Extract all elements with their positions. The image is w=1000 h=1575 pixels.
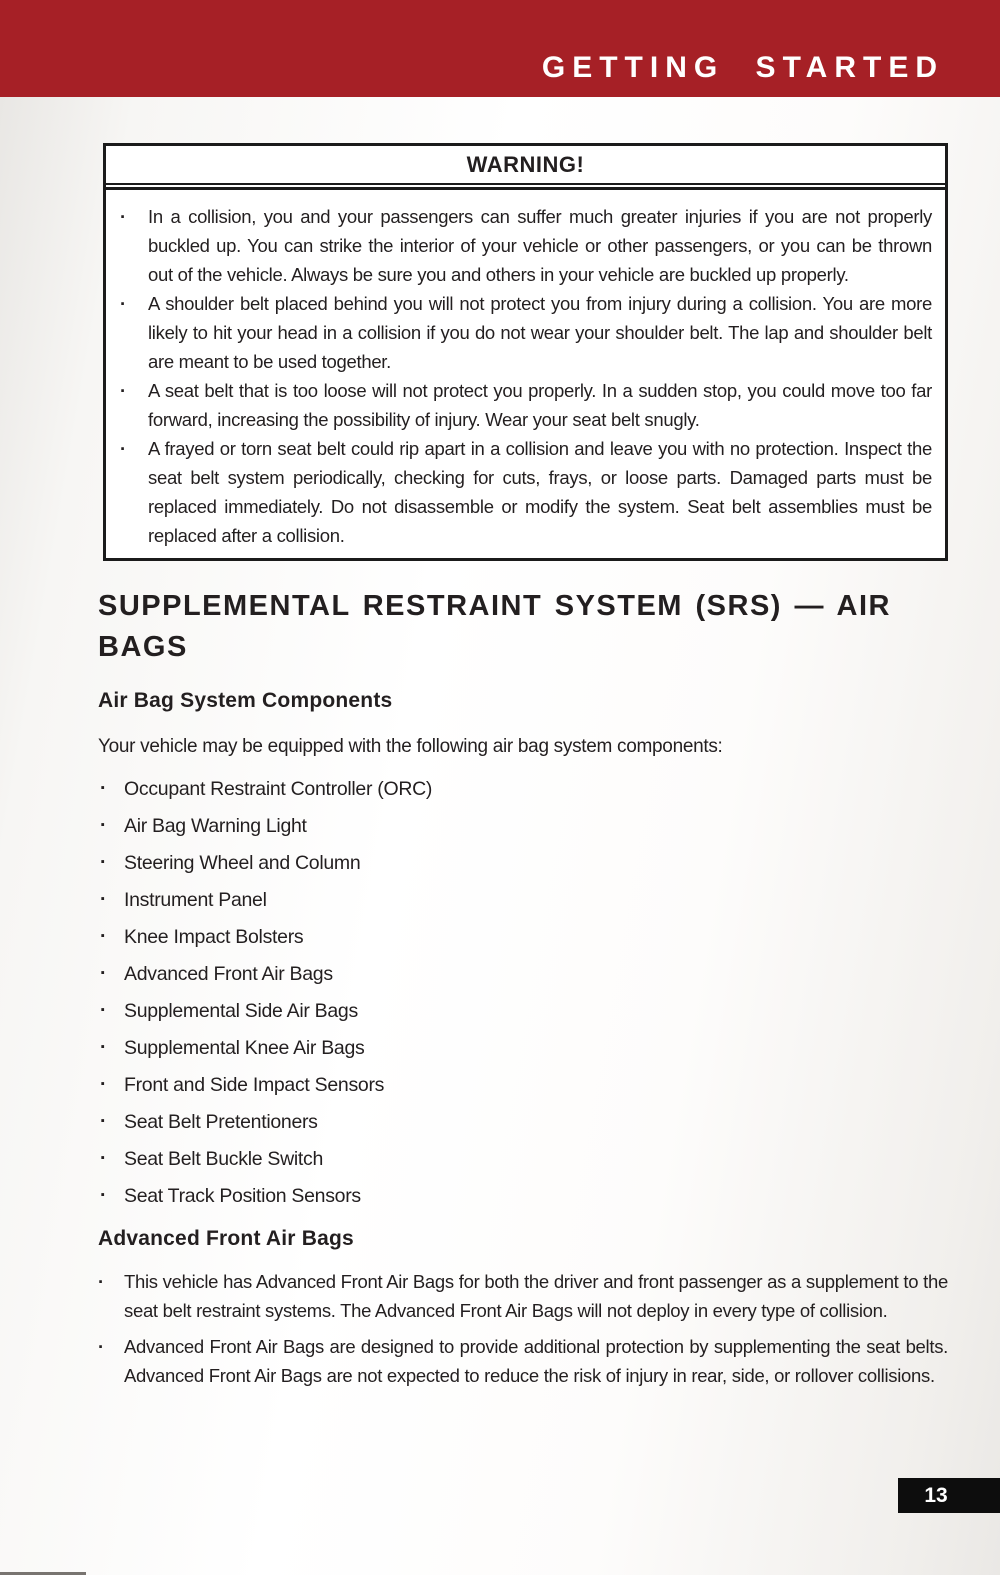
list-item: · Seat Belt Buckle Switch [98,1148,948,1170]
list-item: · Supplemental Knee Air Bags [98,1037,948,1059]
list-item: · Seat Belt Pretentioners [98,1111,948,1133]
list-item: · Air Bag Warning Light [98,815,948,837]
list-item: · Advanced Front Air Bags are designed to provide additional protection by supplementing the seat belts. Advanced Front Air Bags are not expected to reduce the risk of injury in rear, side, or rollover collisions. [98,1332,948,1390]
page-header-title: GETTING STARTED [541,51,944,84]
warning-item: · A frayed or torn seat belt could rip apart in a collision and leave you with no protection. Inspect the seat belt system periodically, checking for cuts, frays, or loose parts. Damaged parts must be replaced immediately. Do not disassemble or modify the system. Seat belt assemblies must be replaced after a collision. [118,434,932,550]
warning-item: · A seat belt that is too loose will not protect you properly. In a sudden stop, you could move too far forward, increasing the possibility of injury. Wear your seat belt snugly. [118,376,932,434]
subsection-heading-advanced-front-air-bags: Advanced Front Air Bags [98,1227,354,1250]
section-heading-srs: SUPPLEMENTAL RESTRAINT SYSTEM (SRS) — AIR BAGS [98,590,891,663]
manual-page-content [98,143,948,1390]
components-intro-text: Your vehicle may be equipped with the following air bag system components: [98,736,723,757]
list-item: · This vehicle has Advanced Front Air Bags for both the driver and front passenger as a supplement to the seat belt restraint systems. The Advanced Front Air Bags will not deploy in every type of collision. [98,1267,948,1325]
warning-box-title: WARNING! [106,146,945,185]
list-item: · Instrument Panel [98,889,948,911]
advanced-front-air-bags-list [98,1267,948,1390]
list-item: · Seat Track Position Sensors [98,1185,948,1207]
list-item: · Supplemental Side Air Bags [98,1000,948,1022]
list-item: · Occupant Restraint Controller (ORC) [98,778,948,800]
warning-item: · In a collision, you and your passengers can suffer much greater injuries if you are not properly buckled up. You can strike the interior of your vehicle or other passengers, or you can be thrown out of the vehicle. Always be sure you and others in your vehicle are buckled up properly. [118,202,932,289]
page-number: 13 [924,1483,948,1507]
list-item: · Front and Side Impact Sensors [98,1074,948,1096]
page-header-banner [0,0,1000,97]
list-item: · Advanced Front Air Bags [98,963,948,985]
warning-item: · A shoulder belt placed behind you will not protect you from injury during a collision. You are more likely to hit your head in a collision if you do not wear your shoulder belt. The lap and shoulder belt are meant to be used together. [118,289,932,376]
subsection-heading-components: Air Bag System Components [98,689,393,712]
page-number-badge [898,1478,1000,1513]
list-item: · Steering Wheel and Column [98,852,948,874]
warning-list [118,202,932,550]
components-list [98,778,948,1207]
warning-box-body [106,187,945,558]
list-item: · Knee Impact Bolsters [98,926,948,948]
warning-box [103,143,948,561]
